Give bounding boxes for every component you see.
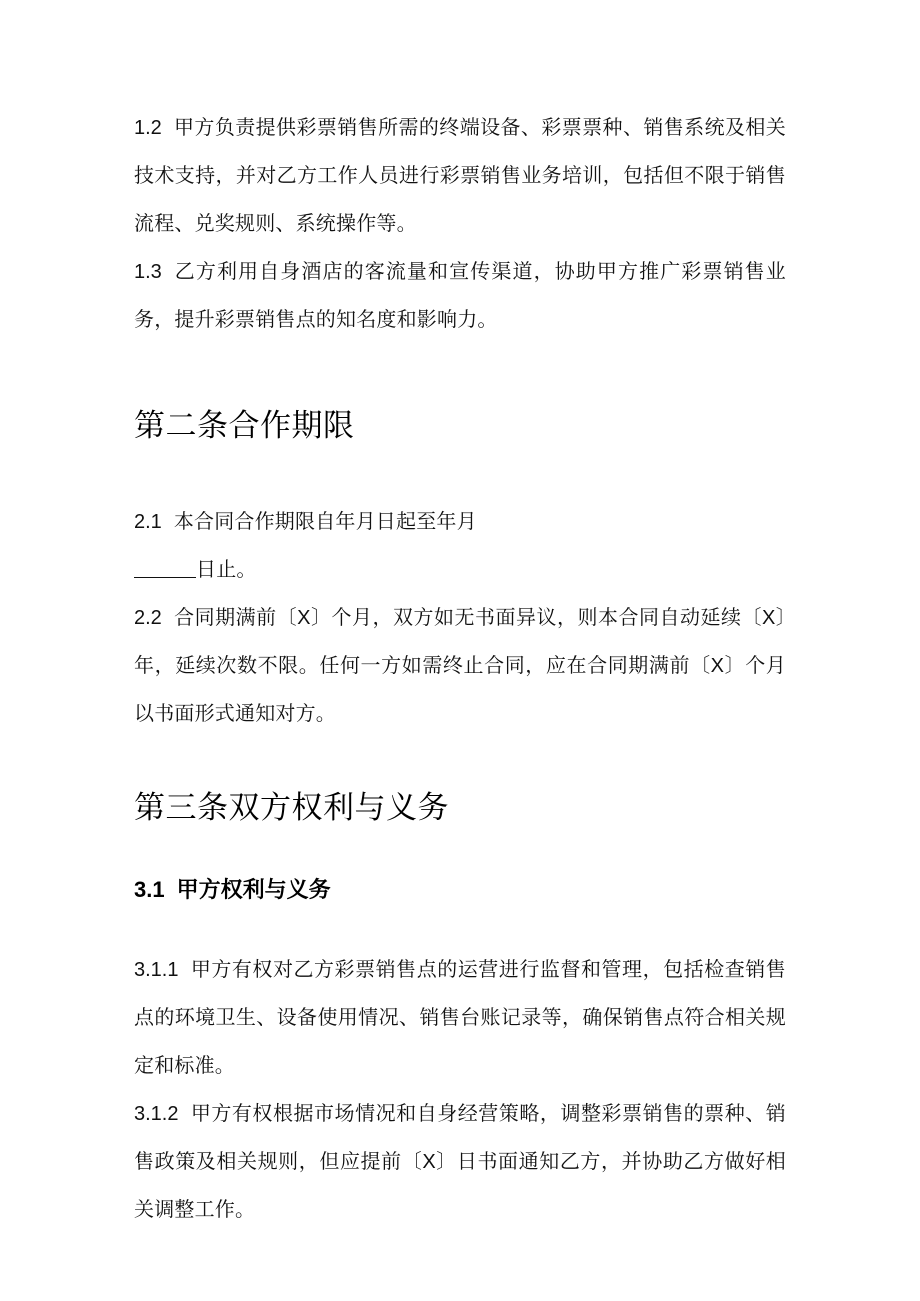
clause-number-2-1: 2.1 <box>134 511 162 533</box>
spacer <box>134 738 786 788</box>
clause-number-3-1-1: 3.1.1 <box>134 959 179 981</box>
spacer <box>134 344 786 406</box>
clause-paragraph-2-1 <box>134 498 786 546</box>
clause-paragraph-2-2 <box>134 594 786 738</box>
clause-paragraph-1-2 <box>134 104 786 248</box>
clause-text-3-1-2: 甲方有权根据市场情况和自身经营策略，调整彩票销售的票种、销售政策及相关规则，但应提前〔X〕日书面通知乙方，并协助乙方做好相关调整工作。 <box>134 1103 786 1221</box>
clause-text-3-1-1: 甲方有权对乙方彩票销售点的运营进行监督和管理，包括检查销售点的环境卫生、设备使用情况、销售台账记录等，确保销售点符合相关规定和标准。 <box>134 959 786 1077</box>
clause-paragraph-1-3 <box>134 248 786 344</box>
sub-heading-3-1 <box>134 874 786 906</box>
sub-heading-text-3-1: 甲方权利与义务 <box>176 877 331 902</box>
clause-paragraph-3-1-1 <box>134 946 786 1090</box>
spacer <box>134 828 786 874</box>
section-heading-article-3: 第三条双方权利与义务 <box>134 790 449 825</box>
clause-text-1-2: 甲方负责提供彩票销售所需的终端设备、彩票票种、销售系统及相关技术支持，并对乙方工作人员进行彩票销售业务培训，包括但不限于销售流程、兑奖规则、系统操作等。 <box>134 117 786 235</box>
clause-paragraph-3-1-2 <box>134 1090 786 1234</box>
section-heading-article-2: 第二条合作期限 <box>134 408 355 443</box>
clause-number-3-1-2: 3.1.2 <box>134 1103 179 1125</box>
fill-in-blank-underline[interactable] <box>134 577 196 578</box>
spacer <box>134 906 786 946</box>
sub-heading-number-3-1: 3.1 <box>134 877 165 902</box>
clause-text-2-1-continued: 日止。 <box>196 559 257 581</box>
spacer <box>134 446 786 498</box>
clause-number-2-2: 2.2 <box>134 607 162 629</box>
clause-text-1-3: 乙方利用自身酒店的客流量和宣传渠道，协助甲方推广彩票销售业务，提升彩票销售点的知名度和影响力。 <box>134 261 786 331</box>
clause-paragraph-2-1-blank-line <box>134 546 786 594</box>
document-content <box>134 104 786 1234</box>
clause-number-1-2: 1.2 <box>134 117 162 139</box>
clause-text-2-1: 本合同合作期限自年月日起至年月 <box>173 511 477 533</box>
clause-text-2-2: 合同期满前〔X〕个月，双方如无书面异议，则本合同自动延续〔X〕年，延续次数不限。任何一方如需终止合同，应在合同期满前〔X〕个月以书面形式通知对方。 <box>134 607 786 725</box>
clause-number-1-3: 1.3 <box>134 261 162 283</box>
